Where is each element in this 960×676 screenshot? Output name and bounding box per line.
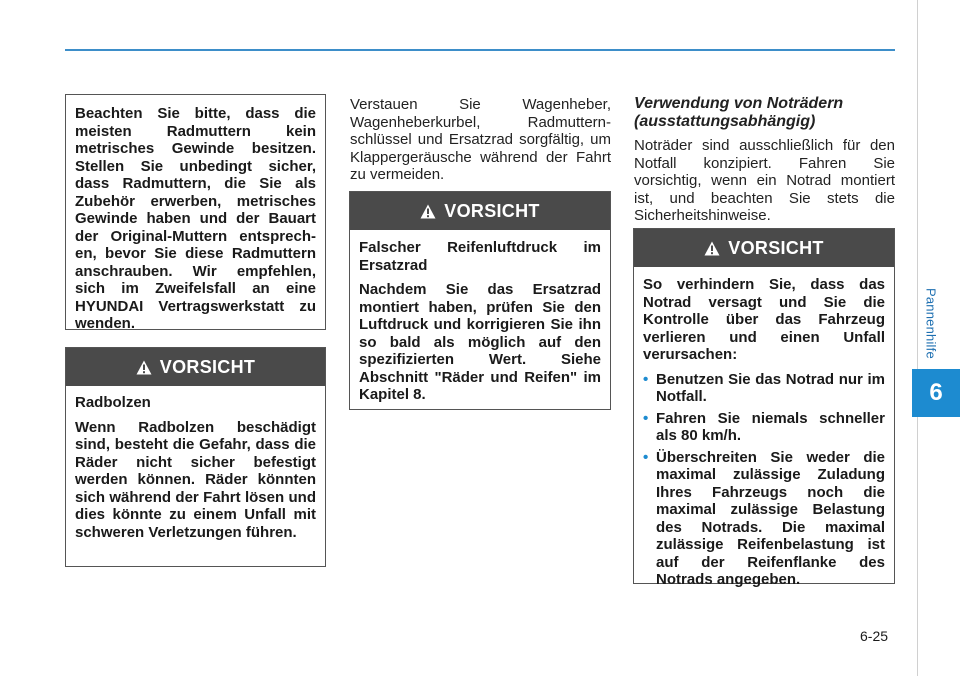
section-text: Noträder sind ausschließlich für den Notfall konzipiert. Fahren Sie vorsichtig, wenn ein Notrad montiert ist, und beachten Sie stets die Sicherheitshinweise. [634,137,895,224]
caution-box-radbolzen [65,347,326,567]
caution-header-label: VORSICHT [728,237,824,258]
chapter-label: Pannenhilfe [923,287,939,359]
stow-text: Verstauen Sie Wagenheber, Wagenheberkurbel, Radmuttern-schlüssel und Ersatzrad sorgfältig, um Klappergeräusche während der Fahrt zu vermeiden. [350,96,611,183]
warning-icon [136,360,152,375]
note-text: Beachten Sie bitte, dass die meisten Radmuttern kein metrisches Gewinde besitzen. Stellen Sie unbedingt sicher, dass Radmuttern, die Sie als Zubehör erwerben, metrisches Gewinde haben und der Bauart der Original-Muttern entsprech-en, bevor Sie diese Radmuttern anschrauben. Wir empfehlen, sich im Zweifelsfall an eine HYUNDAI Vertragswerkstatt zu wenden. [75,105,316,332]
header-rule [65,49,895,51]
section-heading: Verwendung von Noträdern (ausstattungsabhängig) [634,95,844,130]
page-number: 6-25 [860,628,889,644]
note-box [65,94,326,330]
warning-icon [704,241,720,256]
caution-intro: So verhindern Sie, dass das Notrad versagt und Sie die Kontrolle über das Fahrzeug verlieren und einen Unfall verursachen: [643,276,885,363]
caution-box-emergency [633,228,895,588]
warning-icon [420,204,436,219]
caution-text: Wenn Radbolzen beschädigt sind, besteht die Gefahr, dass die Räder nicht sicher befestigt werden können. Räder könnten sich während der Fahrt lösen und dies könnte zu einem Unfall mit schweren Verletzungen führen. [75,418,316,541]
caution-header-label: VORSICHT [159,356,256,377]
caution-box-pressure [349,191,611,410]
caution-title: Radbolzen [75,394,151,411]
caution-title: Falscher Reifenluftdruck im Ersatzrad [359,239,601,274]
caution-text: Nachdem Sie das Ersatzrad montiert haben, prüfen Sie den Luftdruck und korrigieren Sie ihn so bald als möglich auf den spezifizierten Wert. Siehe Abschnitt "Räder und Reifen" im Kapitel 8. [359,281,601,403]
caution-bullet-list [643,371,885,589]
stow-paragraph [350,96,611,184]
caution-header-label: VORSICHT [444,200,540,221]
chapter-number-tab: 6 [912,369,960,417]
list-item: • Überschreiten Sie weder die maximal zulässige Zuladung Ihres Fahrzeugs noch die maximal zulässige Belastung des Notrads. Die maximal zulässige Reifenbelastung ist auf der Reifenflanke des Notrads angegeben. [643,449,885,589]
caution-header [66,348,325,386]
section-paragraph [634,137,895,225]
caution-header [634,229,894,267]
list-item: • Benutzen Sie das Notrad nur im Notfall. [643,371,885,406]
caution-header [350,192,610,230]
list-item: • Fahren Sie niemals schneller als 80 km/h. [643,410,885,445]
